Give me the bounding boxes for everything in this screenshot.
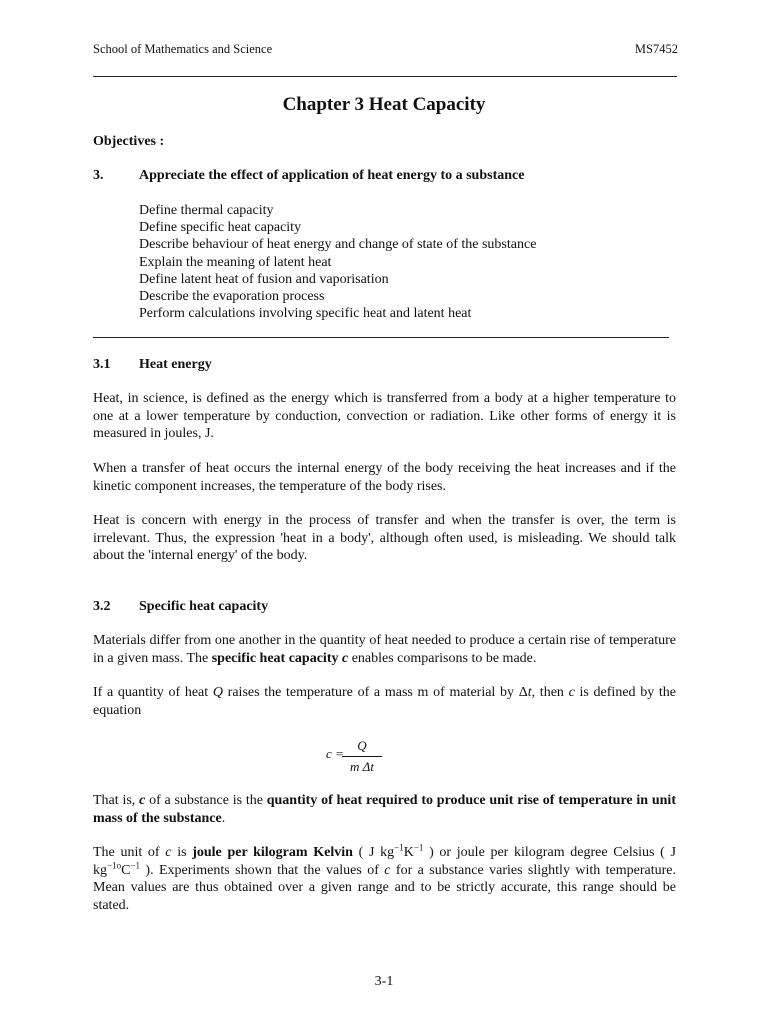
section-3-1-number: 3.1 bbox=[93, 357, 111, 372]
header-code: MS7452 bbox=[634, 42, 678, 56]
equation-denominator: m Δt bbox=[350, 759, 374, 774]
section-3-2-title: Specific heat capacity bbox=[139, 599, 269, 614]
section-3-2-paragraph-2: If a quantity of heat Q raises the temperature of a mass m of material by Δt, then c is defined by the equation bbox=[93, 685, 677, 718]
section-3-2-paragraph-1: Materials differ from one another in the quantity of heat needed to produce a certain rise of temperature in a given mass. The specific heat capacity c enables comparisons to be made. bbox=[93, 633, 676, 666]
section-3-2-paragraph-4: The unit of c is joule per kilogram Kelvin ( J $kg^{-1}K^{-1}$ ) or joule per kilogram degree Celsius ( J $kg^{-1o}C^{-1}$ ). Experiments shown that the values of c for a substance varies slightly with temperature. Mean values are thus obtained over a given range and to be strictly accurate, this range should be stated. bbox=[93, 842, 676, 913]
section-3-2-number: 3.2 bbox=[93, 599, 111, 614]
page-number: 3-1 bbox=[374, 974, 394, 989]
objective-item: Explain the meaning of latent heat bbox=[139, 254, 332, 270]
section-3-1-paragraph-1: Heat, in science, is defined as the energy which is transferred from a body at a higher temperature to one at a lower temperature by conduction, convection or radiation. Like other forms of energy it is measured in joules, J. bbox=[93, 391, 676, 441]
objective-item: Define latent heat of fusion and vaporisation bbox=[139, 271, 389, 287]
equation-fraction bbox=[342, 738, 382, 775]
section-3-1-title: Heat energy bbox=[139, 357, 212, 372]
header-school: School of Mathematics and Science bbox=[93, 42, 273, 56]
objective-item: Describe the evaporation process bbox=[139, 289, 325, 305]
section-3-2-paragraph-3: That is, c of a substance is the quantity of heat required to produce unit rise of temperature in unit mass of the substance. bbox=[93, 793, 676, 826]
objectives-list bbox=[139, 202, 536, 322]
objectives-rule bbox=[93, 337, 669, 338]
equation-lhs: c = bbox=[326, 746, 344, 761]
section-3-1-paragraph-3: Heat is concern with energy in the process of transfer and when the transfer is over, the term is irrelevant. Thus, the expression 'heat in a body', although often used, is misleading. We should talk about the 'internal energy' of the body. bbox=[93, 513, 676, 563]
objective-heading: Appreciate the effect of application of heat energy to a substance bbox=[139, 168, 525, 183]
objective-item: Define specific heat capacity bbox=[139, 220, 302, 236]
objective-item: Perform calculations involving specific heat and latent heat bbox=[139, 306, 472, 322]
header-rule bbox=[93, 76, 677, 77]
chapter-title: Chapter 3 Heat Capacity bbox=[282, 94, 486, 115]
equation-numerator: Q bbox=[357, 738, 367, 753]
section-3-1-paragraph-2: When a transfer of heat occurs the internal energy of the body receiving the heat increases and if the kinetic component increases, the temperature of the body rises. bbox=[93, 461, 676, 494]
objective-number: 3. bbox=[93, 168, 104, 183]
objective-item: Define thermal capacity bbox=[139, 203, 274, 218]
fraction-bar bbox=[342, 756, 382, 757]
objective-item: Describe behaviour of heat energy and change of state of the substance bbox=[139, 237, 537, 253]
objectives-label: Objectives : bbox=[93, 134, 165, 149]
